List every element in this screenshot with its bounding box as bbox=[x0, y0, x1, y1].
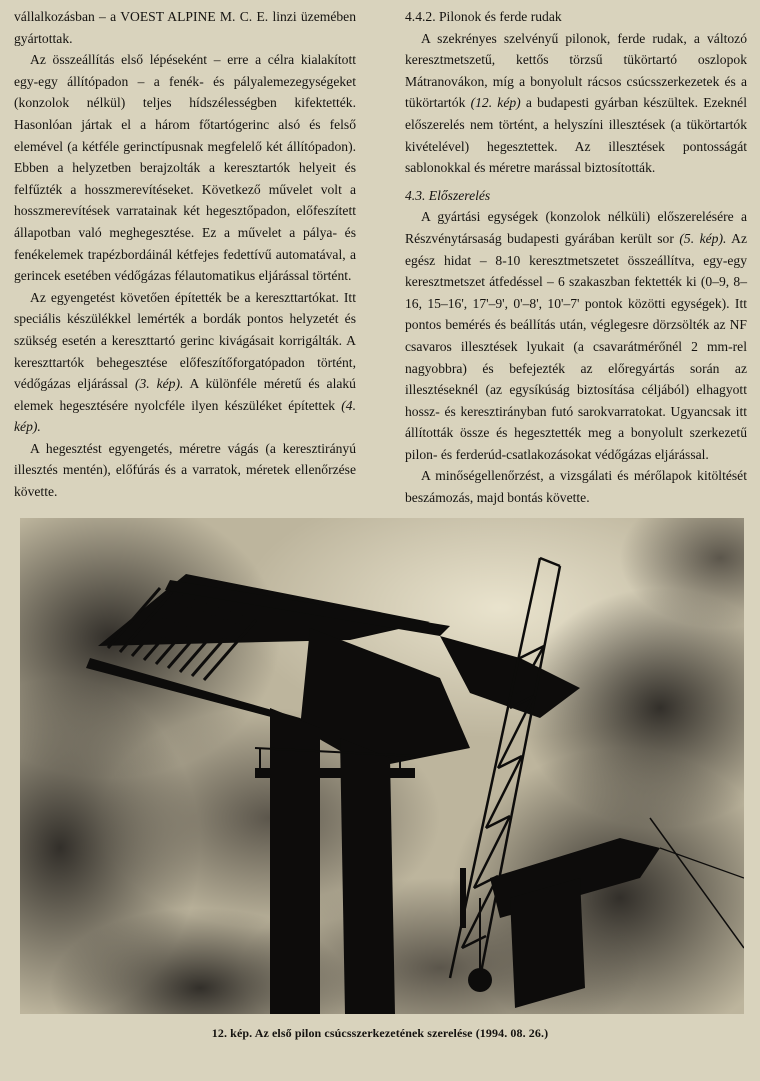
section-heading-pylons: 4.4.2. Pilonok és ferde rudak bbox=[405, 9, 562, 24]
paragraph-text: A gyártási egységek (konzolok nélküli) előszerelésére a Részvénytársaság budapesti gyárában került sor bbox=[405, 209, 747, 246]
paragraph-welding: A hegesztést egyengetés, méretre vágás (a keresztirányú illesztés mentén), előfúrás és a varratok, méretek ellenőrzése követte. bbox=[14, 440, 356, 500]
paragraph-pylons bbox=[405, 28, 747, 179]
photo-pylon-top-structure bbox=[20, 518, 744, 1014]
section-heading-preassembly: 4.3. Előszerelés bbox=[405, 187, 491, 203]
paragraph-text: Az egész hidat – 8-10 keresztmetszetet összeállítva, egy-egy keresztmetszet átfedéssel – 6 szakaszban fektették ki (0–9, 8–16, 15–16', 17'–9', 0'–8', 10'–7' pontok közötti egységek). Itt pontos bemérés és beállítás után, véglegesre dörzsölték az NF csavaros illesztések lyukait (a csavarátmérőnél 2 mm-rel nagyobbra) és befejezték az előregyártás során az illesztéseknél (az egysíkúság biztosítása céljából) elhagyott hossz- és keresztirányban futó sarokvarratokat. Ugyancsak itt állították össze és hegesztették meg a bonyolult szerkezetű pilon- és ferderúd-csatlakozásokat védőgázas eljárással. bbox=[405, 230, 747, 462]
paragraph-text: A szekrényes szelvényű pilonok, ferde rudak, a változó keresztmetszetű, kettős törzsű tükörtartó oszlopok Mátranovákon, míg a bonyolult rácsos csúcsszerkezetek és a tükörtartók bbox=[405, 30, 747, 111]
figure-caption: 12. kép. Az első pilon csúcsszerkezetének szerelése (1994. 08. 26.) bbox=[211, 1026, 549, 1040]
right-text-column bbox=[405, 6, 747, 509]
figure-reference: (4. kép). bbox=[14, 397, 356, 435]
paragraph-text: a budapesti gyárban készültek. Ezeknél előszerelés nem történt, a helyszíni illesztések (a tükörtartók kivételével) hegesztettek. Az illesztések pontosságát sablonokkal és méretre marással biztosították. bbox=[405, 95, 747, 176]
paragraph-text: Az egyengetést követően építették be a kereszttartókat. Itt speciális készülékkel lemérték a bordák pontos helyzetét és szükség esetén a kereszttartó gerinc kivágásait korrigálták. A kereszttartók behegesztése előfeszítőforgatópadon történt, védőgázas eljárással bbox=[14, 289, 356, 392]
paragraph-continued: vállalkozásban – a VOEST ALPINE M. C. E. linzi üzemében gyártottak. bbox=[14, 9, 356, 46]
paragraph-text: A különféle méretű és alakú elemek hegesztésére nyolcféle ilyen készüléket építettek bbox=[14, 376, 356, 413]
paragraph-crossbeams bbox=[14, 287, 356, 438]
paragraph-quality: A minőségellenőrzést, a vizsgálati és mérőlapok kitöltését beszámozás, majd bontás követte. bbox=[405, 468, 747, 506]
figure-reference: (5. kép). bbox=[679, 230, 727, 246]
paragraph-assembly: Az összeállítás első lépéseként – erre a célra kialakított egy-egy állítópadon – a fenék- és pályalemezegységeket (konzolok nélkül) teljes hídszélességben kifektették. Hasonlóan jártak el a három főtartógerinc alsó és felső elemével (a kétféle gerinctípusnak megfelelő két állítópadon). Ebben a helyzetben berajzolták a keresztartók helyeit és felfűzték a hosszmerevítéseket. Következő művelet volt a hosszmerevítések varratainak két hegesztőpadon, előfeszített állapotban való meghegesztése. Ez a művelet a pálya- és fenékelemek trapézbordáinál kétfejes fedettívű automatával, a gerincek esetében védőgázas félautomatikus eljárással történt. bbox=[14, 52, 356, 284]
figure-reference: (3. kép). bbox=[134, 376, 184, 392]
left-text-column bbox=[14, 6, 356, 503]
photo-illustration bbox=[20, 518, 744, 1014]
figure-reference: (12. kép) bbox=[470, 95, 521, 111]
paragraph-preassembly bbox=[405, 206, 747, 465]
